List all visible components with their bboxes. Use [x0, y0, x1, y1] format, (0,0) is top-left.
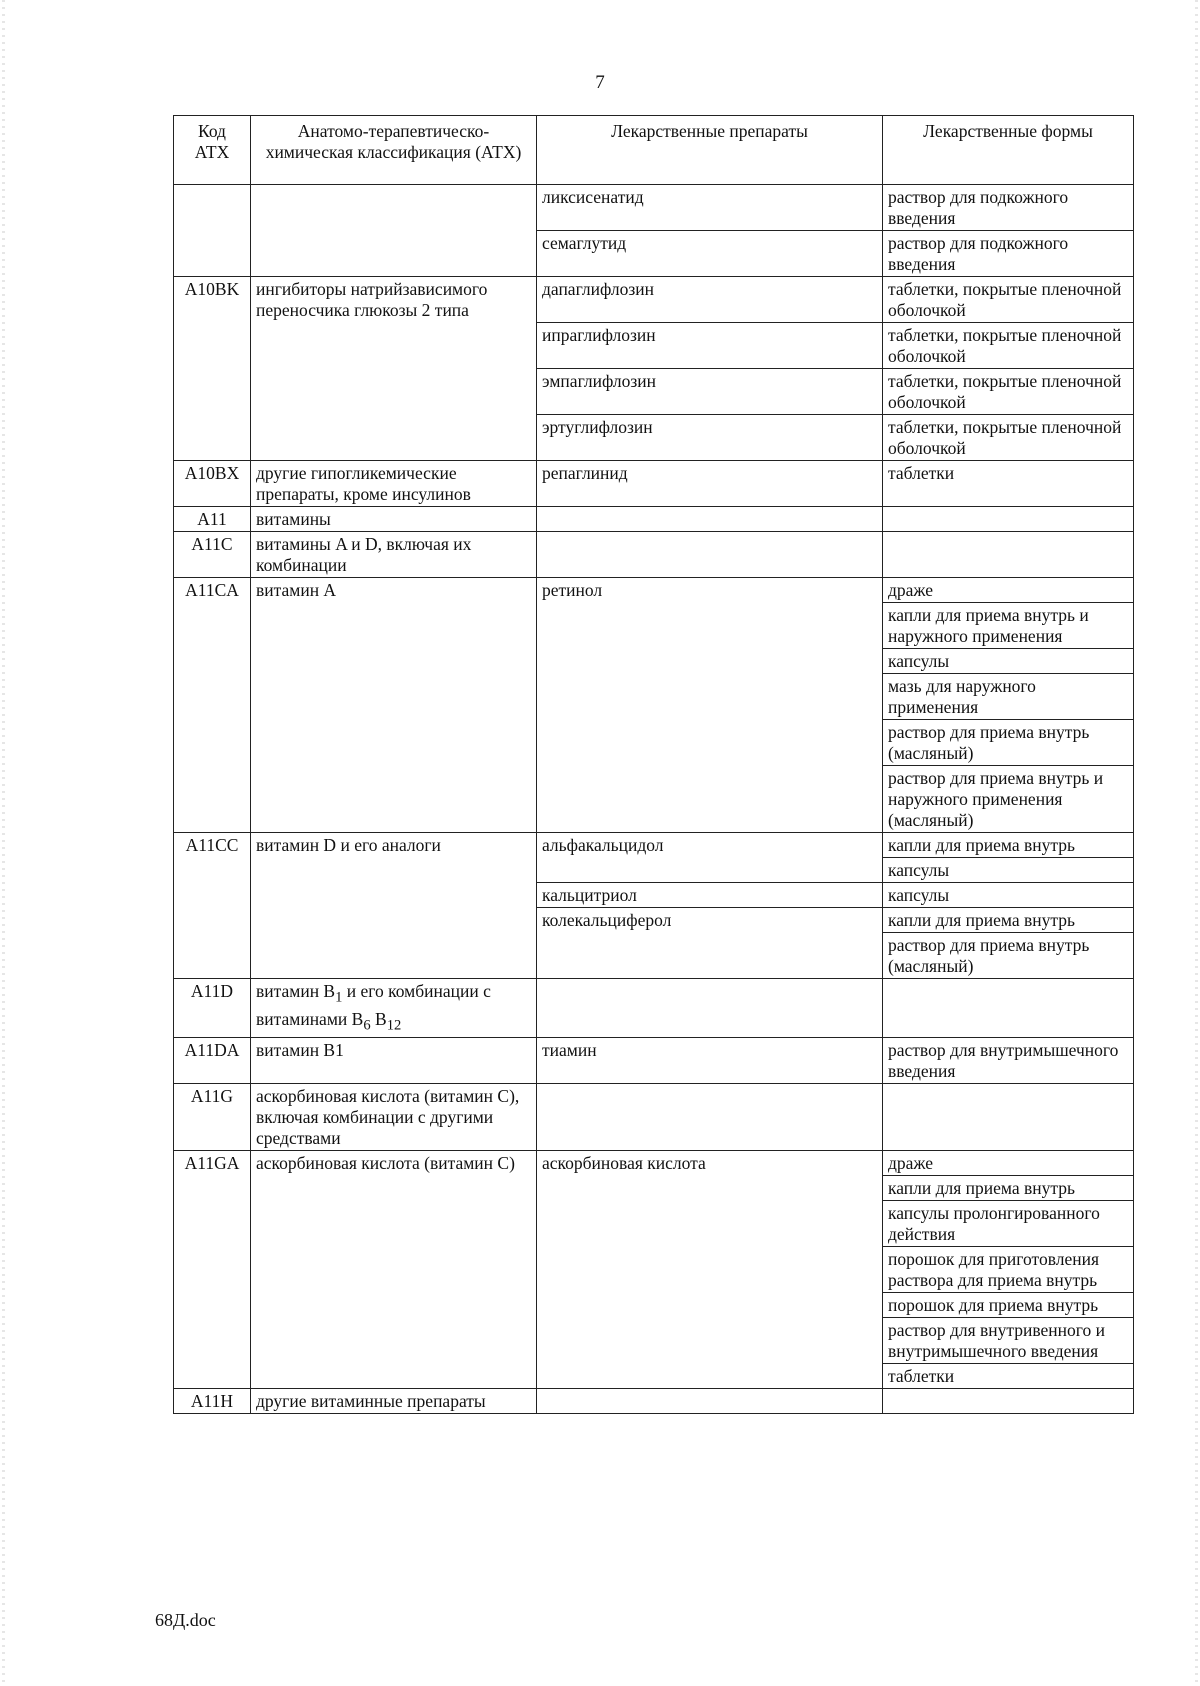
class-text-part: и его комбинации с витаминами B: [256, 981, 491, 1029]
cell-form: мазь для наружного применения: [883, 674, 1134, 720]
cell-form: капсулы: [883, 883, 1134, 908]
cell-form: капли для приема внутрь и наружного применения: [883, 603, 1134, 649]
cell-form: таблетки, покрытые пленочной оболочкой: [883, 369, 1134, 415]
cell-class: другие витаминные препараты: [251, 1389, 537, 1414]
cell-form: таблетки, покрытые пленочной оболочкой: [883, 415, 1134, 461]
cell-class: аскорбиновая кислота (витамин C): [251, 1151, 537, 1389]
table-row: [174, 1389, 1134, 1414]
cell-code: A11C: [174, 532, 251, 578]
cell-form: раствор для приема внутрь (масляный): [883, 933, 1134, 979]
cell-form: раствор для подкожного введения: [883, 231, 1134, 277]
cell-form-empty: [883, 507, 1134, 532]
cell-class: витамины A и D, включая их комбинации: [251, 532, 537, 578]
table-row: [174, 532, 1134, 578]
footer-filename: 68Д.doc: [155, 1610, 216, 1630]
cell-form: таблетки: [883, 461, 1134, 507]
header-classification: Анатомо-терапевтическо-химическая классификация (АТХ): [251, 116, 537, 185]
subscript-6: 6: [363, 1017, 371, 1033]
cell-class: витамины: [251, 507, 537, 532]
cell-code: A11H: [174, 1389, 251, 1414]
cell-form: раствор для внутривенного и внутримышечного введения: [883, 1318, 1134, 1364]
cell-form: капсулы: [883, 858, 1134, 883]
cell-class: аскорбиновая кислота (витамин C), включая комбинации с другими средствами: [251, 1084, 537, 1151]
cell-form: капли для приема внутрь: [883, 1176, 1134, 1201]
table-row: [174, 833, 1134, 858]
cell-drug-empty: [537, 979, 883, 1038]
cell-form-empty: [883, 1084, 1134, 1151]
cell-form: капли для приема внутрь: [883, 833, 1134, 858]
table-header-row: [174, 116, 1134, 185]
table-row: [174, 1038, 1134, 1084]
cell-form: раствор для подкожного введения: [883, 185, 1134, 231]
cell-class: витамин A: [251, 578, 537, 833]
cell-form: таблетки, покрытые пленочной оболочкой: [883, 277, 1134, 323]
cell-drug-empty: [537, 1084, 883, 1151]
scan-edge-right: [1195, 0, 1198, 1686]
cell-class-empty: [251, 185, 537, 277]
cell-form: порошок для приготовления раствора для приема внутрь: [883, 1247, 1134, 1293]
cell-form: раствор для внутримышечного введения: [883, 1038, 1134, 1084]
table-row: [174, 578, 1134, 603]
cell-form: таблетки: [883, 1364, 1134, 1389]
cell-drug: альфакальцидол: [537, 833, 883, 883]
header-code: Код АТХ: [174, 116, 251, 185]
cell-drug: ипраглифлозин: [537, 323, 883, 369]
cell-code-empty: [174, 185, 251, 277]
cell-form-empty: [883, 1389, 1134, 1414]
cell-drug-empty: [537, 507, 883, 532]
cell-code: A11DA: [174, 1038, 251, 1084]
cell-code: A11CC: [174, 833, 251, 979]
subscript-1: 1: [335, 989, 343, 1006]
cell-form: таблетки, покрытые пленочной оболочкой: [883, 323, 1134, 369]
cell-drug-empty: [537, 1389, 883, 1414]
cell-class: витамин B1: [251, 1038, 537, 1084]
cell-form: раствор для приема внутрь и наружного применения (масляный): [883, 766, 1134, 833]
cell-class: [251, 979, 537, 1038]
cell-form: порошок для приема внутрь: [883, 1293, 1134, 1318]
cell-drug: семаглутид: [537, 231, 883, 277]
header-drugs: Лекарственные препараты: [537, 116, 883, 185]
cell-code: A11GA: [174, 1151, 251, 1389]
cell-code: A11CA: [174, 578, 251, 833]
cell-drug: ретинол: [537, 578, 883, 833]
table-row: [174, 1151, 1134, 1176]
table-row: [174, 1084, 1134, 1151]
cell-drug-empty: [537, 532, 883, 578]
cell-class: витамин D и его аналоги: [251, 833, 537, 979]
cell-form: драже: [883, 1151, 1134, 1176]
cell-form: драже: [883, 578, 1134, 603]
header-forms: Лекарственные формы: [883, 116, 1134, 185]
cell-code: A11D: [174, 979, 251, 1038]
scan-edge-left: [2, 0, 5, 1686]
table-row: [174, 461, 1134, 507]
cell-drug: аскорбиновая кислота: [537, 1151, 883, 1389]
cell-drug: кальцитриол: [537, 883, 883, 908]
class-text-part: B: [370, 1008, 387, 1029]
cell-drug: дапаглифлозин: [537, 277, 883, 323]
cell-form: раствор для приема внутрь (масляный): [883, 720, 1134, 766]
cell-drug: ликсисенатид: [537, 185, 883, 231]
cell-form: капсулы: [883, 649, 1134, 674]
table-row: [174, 277, 1134, 323]
cell-drug: тиамин: [537, 1038, 883, 1084]
cell-drug: эмпаглифлозин: [537, 369, 883, 415]
cell-drug: колекальциферол: [537, 908, 883, 979]
cell-drug: репаглинид: [537, 461, 883, 507]
cell-code: A11: [174, 507, 251, 532]
cell-class: ингибиторы натрийзависимого переносчика глюкозы 2 типа: [251, 277, 537, 461]
cell-form-empty: [883, 532, 1134, 578]
cell-form: капсулы пролонгированного действия: [883, 1201, 1134, 1247]
atx-table: [173, 115, 1134, 1414]
cell-form-empty: [883, 979, 1134, 1038]
cell-code: A11G: [174, 1084, 251, 1151]
cell-code: A10BX: [174, 461, 251, 507]
class-text-part: витамин B: [256, 981, 336, 1001]
table-row: [174, 507, 1134, 532]
table-row: [174, 979, 1134, 1038]
cell-class: другие гипогликемические препараты, кроме инсулинов: [251, 461, 537, 507]
cell-drug: эртуглифлозин: [537, 415, 883, 461]
table-row: [174, 185, 1134, 231]
subscript-12: 12: [386, 1017, 402, 1033]
page-number: 7: [595, 72, 605, 93]
cell-form: капли для приема внутрь: [883, 908, 1134, 933]
cell-code: A10BK: [174, 277, 251, 461]
